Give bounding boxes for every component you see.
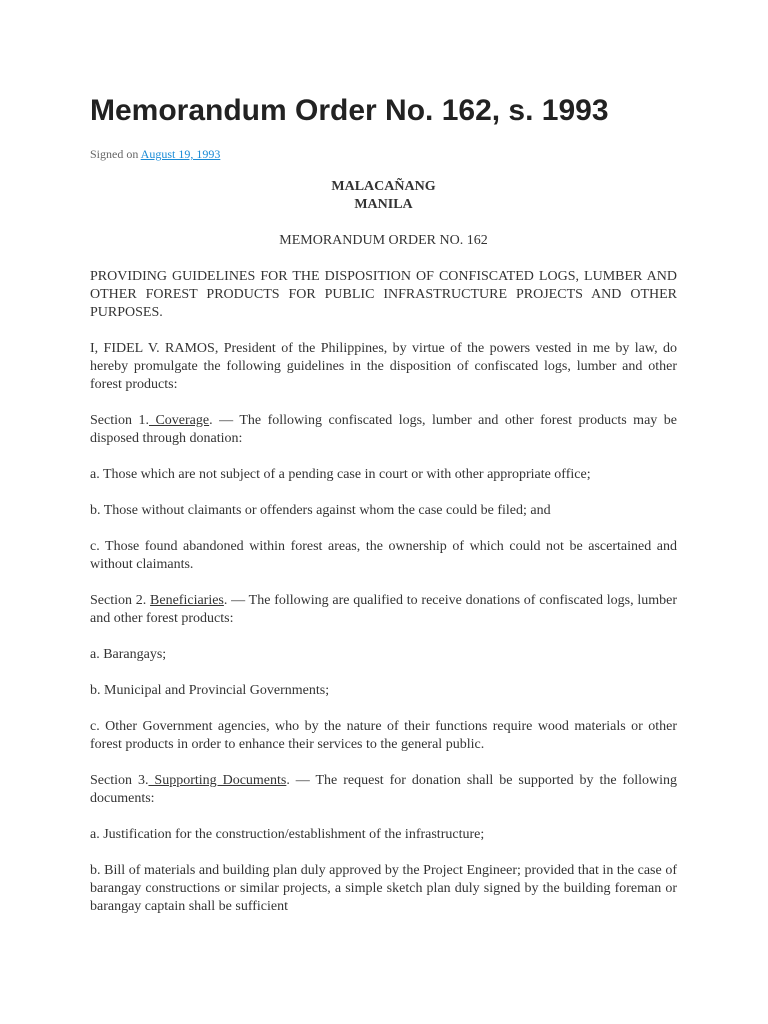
header-malacanang: MALACAÑANG xyxy=(331,179,436,194)
section-2-item-a: a. Barangays; xyxy=(90,647,167,662)
section-2-heading: Beneficiaries xyxy=(150,593,224,608)
signed-date-link[interactable]: August 19, 1993 xyxy=(140,147,221,161)
preamble: I, FIDEL V. RAMOS, President of the Philippines, by virtue of the powers vested in me by law, do hereby promulgate the following guidelines in the disposition of confiscated logs, lumber and other forest products: xyxy=(90,341,677,392)
section-2-prefix: Section 2. xyxy=(90,593,151,608)
signed-line xyxy=(90,146,220,162)
section-2-text: . — The following are qualified to receive donations of confiscated logs, lumber and other forest products: xyxy=(90,593,677,626)
section-3-item-b: b. Bill of materials and building plan duly approved by the Project Engineer; provided that in the case of barangay constructions or similar projects, a simple sketch plan duly signed by the building foreman or barangay captain shall be sufficient xyxy=(90,863,677,914)
header-manila: MANILA xyxy=(354,197,413,212)
signed-prefix: Signed on xyxy=(90,147,141,161)
order-number: MEMORANDUM ORDER NO. 162 xyxy=(279,233,488,248)
section-2-item-c: c. Other Government agencies, who by the nature of their functions require wood materials or other forest products in order to enhance their services to the general public. xyxy=(90,719,677,752)
section-3-item-a: a. Justification for the construction/establishment of the infrastructure; xyxy=(90,827,485,842)
section-3-prefix: Section 3. xyxy=(90,773,149,788)
section-2-item-b: b. Municipal and Provincial Governments; xyxy=(90,683,330,698)
section-1-heading: Coverage xyxy=(148,413,210,428)
document-body xyxy=(90,178,677,934)
section-3-heading: Supporting Documents xyxy=(148,773,287,788)
order-subject: PROVIDING GUIDELINES FOR THE DISPOSITION OF CONFISCATED LOGS, LUMBER AND OTHER FOREST PRODUCTS FOR PUBLIC INFRASTRUCTURE PROJECTS AND OTHER PURPOSES. xyxy=(90,269,677,320)
section-3 xyxy=(90,772,677,808)
section-1-text: . — The following confiscated logs, lumber and other forest products may be disposed through donation: xyxy=(90,413,677,446)
section-1-item-a: a. Those which are not subject of a pending case in court or with other appropriate office; xyxy=(90,467,591,482)
section-2 xyxy=(90,592,677,628)
section-3-text: . — The request for donation shall be supported by the following documents: xyxy=(90,773,678,806)
section-1-item-b: b. Those without claimants or offenders against whom the case could be filed; and xyxy=(90,503,551,518)
section-1-item-c: c. Those found abandoned within forest areas, the ownership of which could not be ascertained and without claimants. xyxy=(90,539,677,572)
section-1 xyxy=(90,412,677,448)
section-1-prefix: Section 1. xyxy=(90,413,149,428)
page-title: Memorandum Order No. 162, s. 1993 xyxy=(90,94,609,127)
